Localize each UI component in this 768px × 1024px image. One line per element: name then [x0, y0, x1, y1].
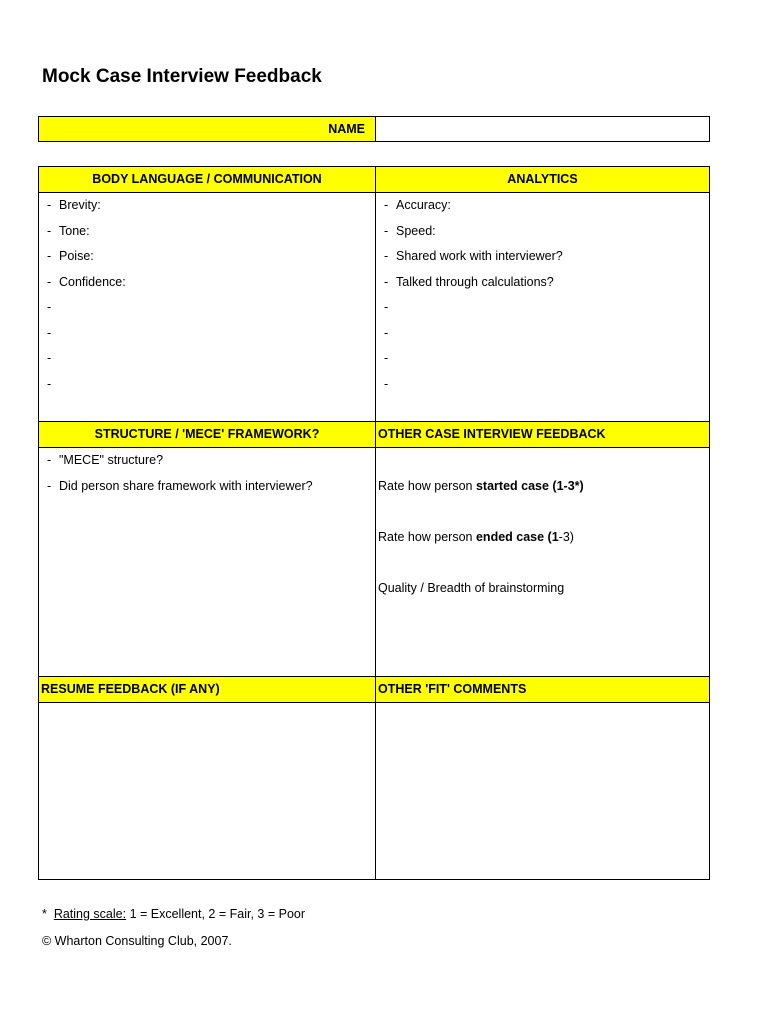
list-item-text: Did person share framework with interviewer?: [59, 478, 313, 493]
name-label: NAME: [39, 117, 376, 141]
bullet-dash: -: [47, 376, 52, 391]
rating-line-suffix: -3): [558, 530, 574, 544]
rating-lines: [376, 448, 709, 596]
bullet-dash: -: [47, 300, 52, 314]
list-item-text: Shared work with interviewer?: [396, 249, 563, 263]
fit-cell[interactable]: [376, 703, 709, 879]
bullet-dash: -: [384, 300, 389, 314]
bullet-dash: -: [384, 223, 389, 238]
rating-scale-text: 1 = Excellent, 2 = Fair, 3 = Poor: [126, 907, 306, 921]
structure-list: [39, 448, 375, 503]
bullet-dash: -: [47, 351, 52, 365]
list-item: [47, 248, 375, 274]
name-row: [38, 116, 710, 142]
body-language-header: BODY LANGUAGE / COMMUNICATION: [39, 167, 376, 193]
list-item-text: Brevity:: [59, 198, 101, 212]
rating-scale-label: Rating scale:: [53, 907, 127, 921]
list-item-text: Talked through calculations?: [396, 274, 554, 289]
rating-line-text: Rate how person: [378, 479, 476, 493]
body-language-cell[interactable]: [39, 193, 376, 421]
resume-header: RESUME FEEDBACK (IF ANY): [39, 677, 376, 703]
list-item: [384, 350, 709, 376]
other-case-header: OTHER CASE INTERVIEW FEEDBACK: [376, 422, 709, 448]
list-item: [384, 274, 709, 300]
bullet-dash: -: [384, 274, 389, 289]
bullet-dash: -: [47, 198, 52, 212]
bullet-dash: -: [47, 478, 52, 493]
bullet-dash: -: [384, 198, 389, 212]
list-item: [47, 274, 375, 300]
body-language-list: [39, 193, 375, 401]
list-item: [47, 478, 375, 504]
list-item-text: Poise:: [59, 249, 94, 263]
feedback-grid: [38, 166, 710, 880]
list-item: [47, 223, 375, 249]
bullet-dash: -: [47, 223, 52, 238]
structure-cell[interactable]: [39, 448, 376, 676]
list-item: [384, 299, 709, 325]
rating-line: [378, 580, 709, 596]
rating-scale-note: [42, 907, 305, 921]
list-item: [384, 223, 709, 249]
list-item: [384, 376, 709, 402]
structure-header: STRUCTURE / 'MECE' FRAMEWORK?: [39, 422, 376, 448]
list-item: [47, 325, 375, 351]
bullet-dash: -: [384, 376, 389, 391]
bullet-dash: -: [384, 325, 389, 340]
list-item: [384, 248, 709, 274]
bullet-dash: -: [47, 274, 52, 289]
bullet-dash: -: [384, 351, 389, 365]
asterisk: *: [42, 907, 47, 921]
list-item: [47, 197, 375, 223]
list-item: [384, 197, 709, 223]
analytics-header: ANALYTICS: [376, 167, 709, 193]
resume-cell[interactable]: [39, 703, 376, 879]
list-item: [47, 299, 375, 325]
analytics-cell[interactable]: [376, 193, 709, 421]
rating-line-text: Quality / Breadth of brainstorming: [378, 581, 565, 595]
list-item-text: Confidence:: [59, 274, 126, 289]
list-item-text: "MECE" structure?: [59, 453, 164, 467]
bullet-dash: -: [47, 325, 52, 340]
rating-line-emphasis: ended case (1: [475, 530, 559, 544]
name-field[interactable]: [376, 117, 709, 141]
rating-line-text: Rate how person: [378, 530, 476, 544]
bullet-dash: -: [384, 249, 389, 263]
fit-header: OTHER 'FIT' COMMENTS: [376, 677, 709, 703]
list-item-text: Speed:: [396, 223, 436, 238]
list-item: [47, 350, 375, 376]
other-case-cell[interactable]: [376, 448, 709, 676]
rating-line: [378, 529, 709, 545]
list-item: [47, 376, 375, 402]
rating-line-emphasis: started case (1-3*): [475, 479, 584, 493]
bullet-dash: -: [47, 453, 52, 467]
list-item: [47, 452, 375, 478]
list-item-text: Tone:: [59, 223, 90, 238]
page-title: Mock Case Interview Feedback: [42, 66, 322, 87]
copyright: © Wharton Consulting Club, 2007.: [42, 934, 232, 948]
analytics-list: [376, 193, 709, 401]
list-item: [384, 325, 709, 351]
list-item-text: Accuracy:: [396, 198, 451, 212]
rating-line: [378, 478, 709, 494]
bullet-dash: -: [47, 249, 52, 263]
